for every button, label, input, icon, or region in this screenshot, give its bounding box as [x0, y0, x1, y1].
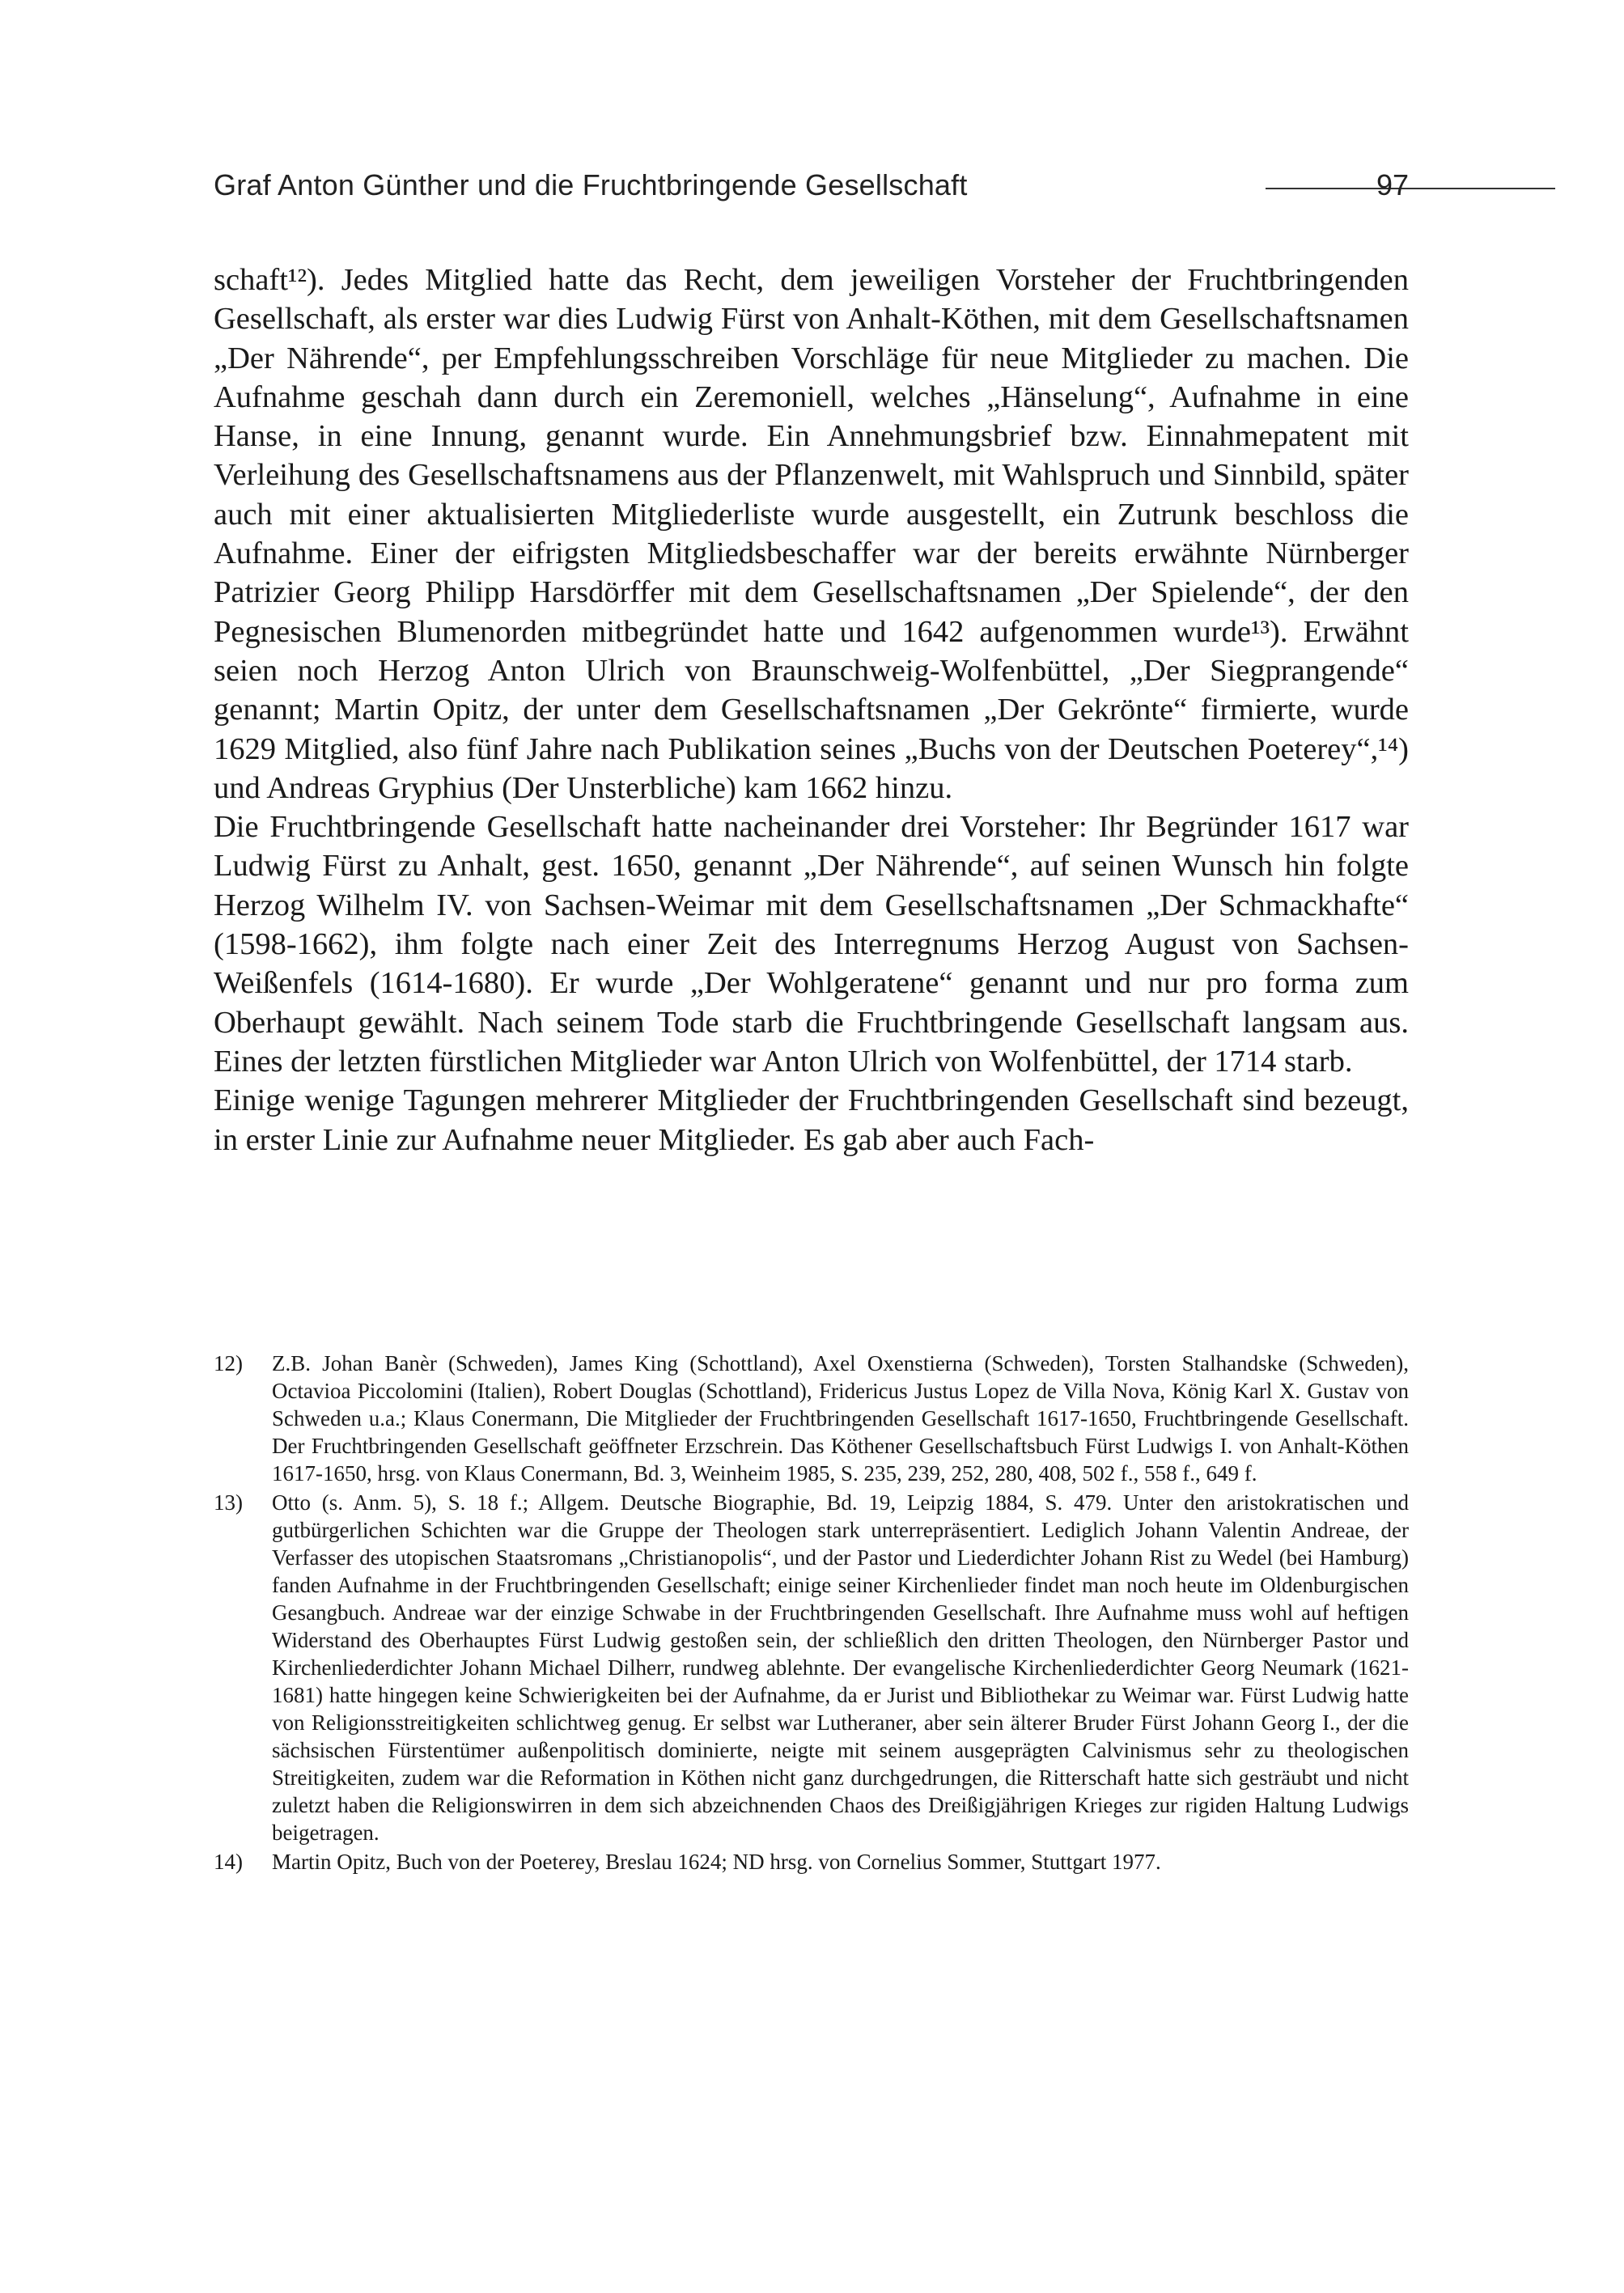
footnote-number: 14)	[214, 1850, 243, 1874]
footnote-text: Otto (s. Anm. 5), S. 18 f.; Allgem. Deutsche Biographie, Bd. 19, Leipzig 1884, S. 479. Unter den aristokratischen und gutbürgerlichen Schichten war die Gruppe der Theologen stark unterrepräsentiert. Lediglich Johann Valentin Andreae, der Verfasser des utopischen Staatsromans „Christianopolis“, und der Pastor und Liederdichter Johann Rist zu Wedel (bei Hamburg) fanden Aufnahme in der Fruchtbringenden Gesellschaft; einige seiner Kirchenlieder findet man noch heute im Oldenburgischen Gesangbuch. Andreae war der einzige Schwabe in der Fruchtbringenden Gesellschaft. Ihre Aufnahme muss wohl auf heftigen Widerstand des Oberhauptes Fürst Ludwig gestoßen sein, der schließlich den dritten Theologen, den Nürnberger Pastor und Kirchenliederdichter Johann Michael Dilherr, rundweg ablehnte. Der evangelische Kirchenliederdichter Georg Neumark (1621-1681) hatte hingegen keine Schwierigkeiten bei der Aufnahme, da er Jurist und Bibliothekar zu Weimar war. Fürst Ludwig hatte von Religionsstreitigkeiten schlichtweg genug. Er selbst war Lutheraner, aber sein älterer Bruder Fürst Johann Georg I., der die sächsischen Fürstentümer außenpolitisch dominierte, neigte mit seinem ausgeprägten Calvinismus sehr zu theologischen Streitigkeiten, zudem war die Reformation in Köthen nicht ganz durchgedrungen, die Ritterschaft hatte sich gesträubt und nicht zuletzt haben die Religionswirren in dem sich abzeichnenden Chaos des Dreißigjährigen Krieges zur rigiden Haltung Ludwigs beigetragen.	[272, 1490, 1409, 1845]
running-title: Graf Anton Günther und die Fruchtbringende Gesellschaft	[214, 168, 968, 201]
header-rule	[1266, 188, 1555, 189]
main-text	[214, 261, 1409, 1159]
running-header	[214, 168, 1409, 207]
footnote-text: Z.B. Johan Banèr (Schweden), James King (Schottland), Axel Oxenstierna (Schweden), Torsten Stalhandske (Schweden), Octavioa Piccolomini (Italien), Robert Douglas (Schottland), Fridericus Justus Lopez de Villa Nova, König Karl X. Gustav von Schweden u.a.; Klaus Conermann, Die Mitglieder der Fruchtbringenden Gesellschaft 1617-1650, Fruchtbringende Gesellschaft. Der Fruchtbringenden Gesellschaft geöffneter Erzschrein. Das Köthener Gesellschaftsbuch Fürst Ludwigs I. von Anhalt-Köthen 1617-1650, hrsg. von Klaus Conermann, Bd. 3, Weinheim 1985, S. 235, 239, 252, 280, 408, 502 f., 558 f., 649 f.	[272, 1351, 1409, 1486]
paragraph: schaft¹²). Jedes Mitglied hatte das Recht, dem jeweiligen Vorsteher der Fruchtbringenden Gesellschaft, als erster war dies Ludwig Fürst von Anhalt-Köthen, mit dem Gesellschaftsnamen „Der Nährende“, per Empfehlungsschreiben Vorschläge für neue Mitglieder zu machen. Die Aufnahme geschah dann durch ein Zeremoniell, welches „Hänselung“, Aufnahme in eine Hanse, in eine Innung, genannt wurde. Ein Annehmungsbrief bzw. Einnahmepatent mit Verleihung des Gesellschaftsnamens aus der Pflanzenwelt, mit Wahlspruch und Sinnbild, später auch mit einer aktualisierten Mitgliederliste wurde ausgestellt, ein Zutrunk beschloss die Aufnahme. Einer der eifrigsten Mitgliedsbeschaffer war der bereits erwähnte Nürnberger Patrizier Georg Philipp Harsdörffer mit dem Gesellschaftsnamen „Der Spielende“, der den Pegnesischen Blumenorden mitbegründet hatte und 1642 aufgenommen wurde¹³). Erwähnt seien noch Herzog Anton Ulrich von Braunschweig-Wolfenbüttel, „Der Siegprangende“ genannt; Martin Opitz, der unter dem Gesellschaftsnamen „Der Gekrönte“ firmierte, wurde 1629 Mitglied, also fünf Jahre nach Publikation seines „Buchs von der Deutschen Poeterey“,¹⁴) und Andreas Gryphius (Der Unsterbliche) kam 1662 hinzu.	[214, 263, 1409, 805]
footnote	[214, 1848, 1409, 1876]
footnote-number: 12)	[214, 1351, 243, 1375]
page-number: 97	[1376, 168, 1409, 201]
footnotes	[214, 1350, 1409, 1877]
paragraph: Einige wenige Tagungen mehrerer Mitglieder der Fruchtbringenden Gesellschaft sind bezeugt, in erster Linie zur Aufnahme neuer Mitglieder. Es gab aber auch Fach-	[214, 1083, 1409, 1157]
paragraph: Die Fruchtbringende Gesellschaft hatte nacheinander drei Vorsteher: Ihr Begründer 1617 war Ludwig Fürst zu Anhalt, gest. 1650, genannt „Der Nährende“, auf seinen Wunsch hin folgte Herzog Wilhelm IV. von Sachsen-Weimar mit dem Gesellschaftsnamen „Der Schmackhafte“ (1598-1662), ihm folgte nach einer Zeit des Interregnums Herzog August von Sachsen-Weißenfels (1614-1680). Er wurde „Der Wohlgeratene“ genannt und nur pro forma zum Oberhaupt gewählt. Nach seinem Tode starb die Fruchtbringende Gesellschaft langsam aus. Eines der letzten fürstlichen Mitglieder war Anton Ulrich von Wolfenbüttel, der 1714 starb.	[214, 810, 1409, 1079]
footnote	[214, 1489, 1409, 1846]
footnote-number: 13)	[214, 1490, 243, 1515]
footnote-text: Martin Opitz, Buch von der Poeterey, Breslau 1624; ND hrsg. von Cornelius Sommer, Stuttgart 1977.	[272, 1850, 1161, 1874]
footnote	[214, 1350, 1409, 1487]
